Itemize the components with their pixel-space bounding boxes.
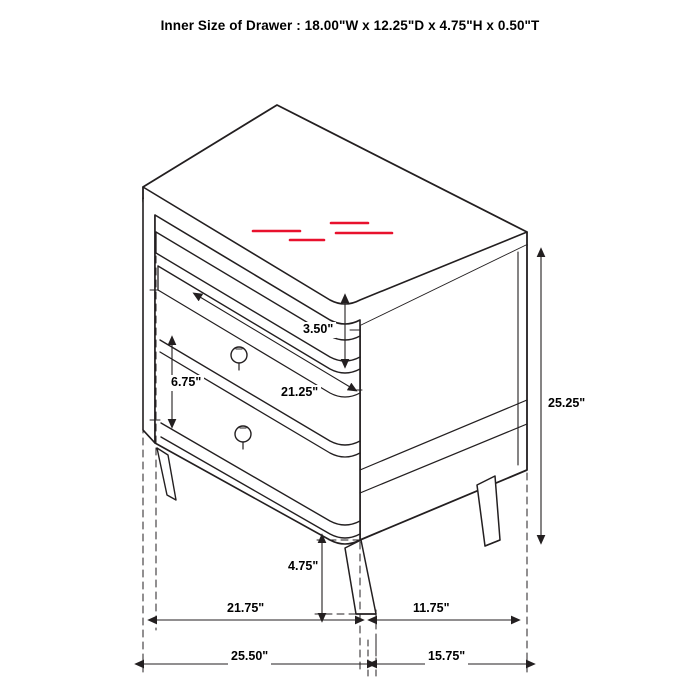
dimension-break-marks: [368, 640, 376, 680]
dimension-label-lower-drawer-height: 6.75": [168, 375, 204, 391]
dimension-label-overall-height: 25.25": [545, 396, 588, 412]
dimension-label-overall-width: 25.50": [228, 649, 271, 665]
dimension-label-drawer-width: 21.25": [278, 385, 321, 401]
left-side-panel: [143, 198, 155, 443]
dimension-label-side-depth: 11.75": [410, 601, 453, 617]
dimension-label-drawer-front-height: 3.50": [300, 322, 336, 338]
dimension-label-overall-depth: 15.75": [425, 649, 468, 665]
dimension-label-leg-height: 4.75": [285, 559, 321, 575]
dimension-label-front-width: 21.75": [224, 601, 267, 617]
leg-rear-right: [477, 476, 500, 546]
leg-front-left: [157, 448, 176, 500]
page-title: Inner Size of Drawer : 18.00"W x 12.25"D x 4.75"H x 0.50"T: [160, 18, 540, 33]
